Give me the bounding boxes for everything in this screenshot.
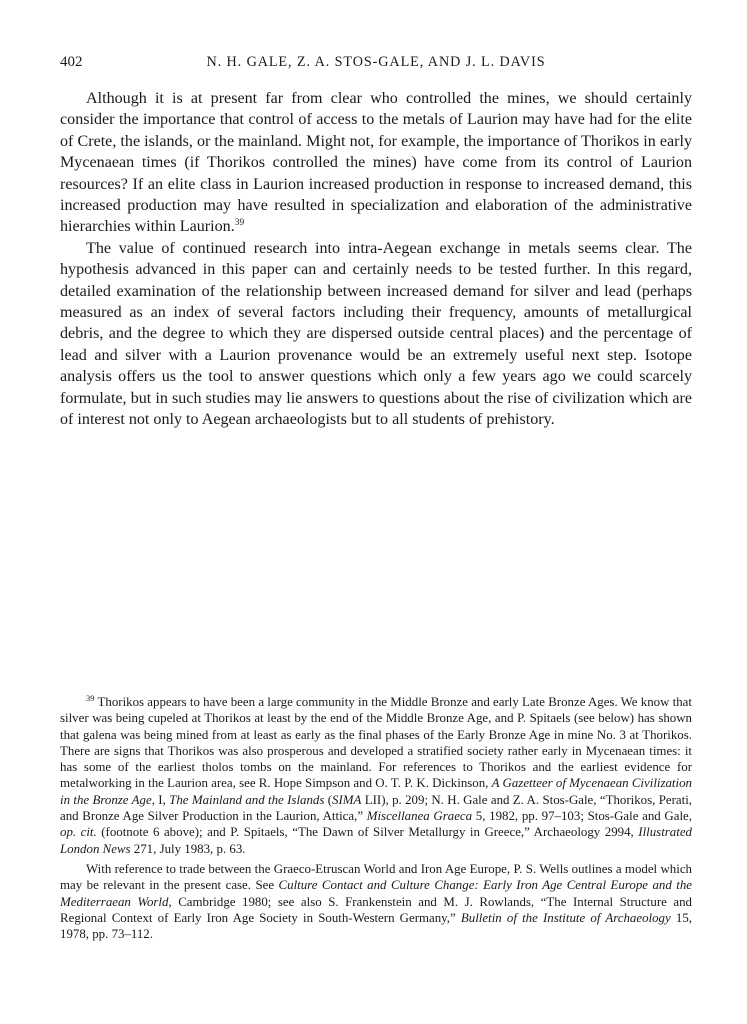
body-paragraph-1	[60, 88, 692, 238]
citation-title: SIMA	[332, 792, 362, 807]
body-text	[60, 88, 692, 431]
footnote-39	[60, 694, 692, 857]
footnote-text: , Cambridge 1980; see also S. Frankenstein and M. J. Rowlands, “The Internal Structure and Regional Context of Early Iron Age Society in South-Western Germany,”	[60, 894, 692, 925]
citation-title: Culture Contact and Culture Change: Early Iron Age Central Europe and the Mediterraean World	[60, 878, 693, 909]
footnote-ref-39[interactable]: 39	[234, 218, 245, 229]
running-head: N. H. GALE, Z. A. STOS-GALE, AND J. L. DAVIS	[206, 54, 546, 70]
footnote-text: 5, 1982, pp. 97–103; Stos-Gale and Gale,	[472, 809, 692, 824]
footnote-text: LII), p. 209; N. H. Gale and Z. A. Stos-Gale, “Thorikos, Perati, and Bronze Age Silver Production in the Laurion, Attica,”	[60, 792, 692, 824]
footnote-text: Thorikos appears to have been a large community in the Middle Bronze and early Late Bronze Ages. We know that silver was being cupeled at Thorikos at least by the end of the Middle Bronze Age, and P. Spitaels (see below) has shown that galena was being mined from at least as early as the final phases of the Early Bronze Age in mine No. 3 at Thorikos. There are signs that Thorikos was also prosperous and developed a stratified society rather early in Mycenaean times: it has some of the earliest tholos tombs on the mainland. For references to Thorikos and the earliest evidence for metalworking in the Laurion area, see R. Hope Simpson and O. T. P. K. Dickinson,	[60, 695, 692, 791]
citation-title: The Mainland and the Islands	[169, 792, 325, 807]
footnote-text: (	[324, 792, 333, 807]
body-paragraph-2: The value of continued research into intra-Aegean exchange in metals seems clear. The hypothesis advanced in this paper can and certainly needs to be tested further. In this regard, detailed examination of the relationship between increased demand for silver and lead (perhaps measured as an index of several factors including their frequency, amounts of metallurgical debris, and the degree to which they are dispersed outside central places) and the percentage of lead and silver with a Laurion provenance would be an extremely useful next step. Isotope analysis offers us the tool to answer questions which only a few years ago we could scarcely formulate, but in such studies may lie answers to questions about the rise of civilization which are of interest not only to Aegean archaeologists but to all students of prehistory.	[60, 239, 692, 429]
page-header	[60, 54, 692, 74]
citation-title: A Gazetteer of Mycenaean Civilization in the Bronze Age	[60, 776, 692, 807]
citation-title: Illustrated London News	[60, 825, 692, 856]
citation-title: Bulletin of the Institute of Archaeology	[460, 910, 671, 925]
footnote-39-continued	[60, 861, 692, 942]
footnotes	[60, 694, 692, 942]
footnote-text: 15, 1978, pp. 73–112.	[60, 910, 692, 942]
footnote-text: With reference to trade between the Graeco-Etruscan World and Iron Age Europe, P. S. Wells outlines a model which may be relevant in the present case. See	[60, 861, 692, 893]
footnote-text: , I,	[151, 792, 170, 807]
page-number: 402	[60, 54, 83, 70]
footnote-number: 39	[86, 693, 95, 703]
citation-title: Miscellanea Graeca	[366, 809, 473, 824]
footnote-text: 271, July 1983, p. 63.	[130, 841, 246, 856]
footnote-text: (footnote 6 above); and P. Spitaels, “The Dawn of Silver Metallurgy in Greece,” Archaeology 2994,	[96, 825, 639, 840]
paragraph-text: Although it is at present far from clear who controlled the mines, we should certainly consider the importance that control of access to the metals of Laurion may have had for the elite of Crete, the islands, or the mainland. Might not, for example, the importance of Thorikos in early Mycenaean times (if Thorikos controlled the mines) have come from its control of Laurion resources? If an elite class in Laurion increased production in response to increased demand, this increased production may have resulted in specialization and elaboration of the administrative hierarchies within Laurion.	[60, 90, 692, 236]
citation-abbrev: op. cit.	[60, 825, 97, 840]
